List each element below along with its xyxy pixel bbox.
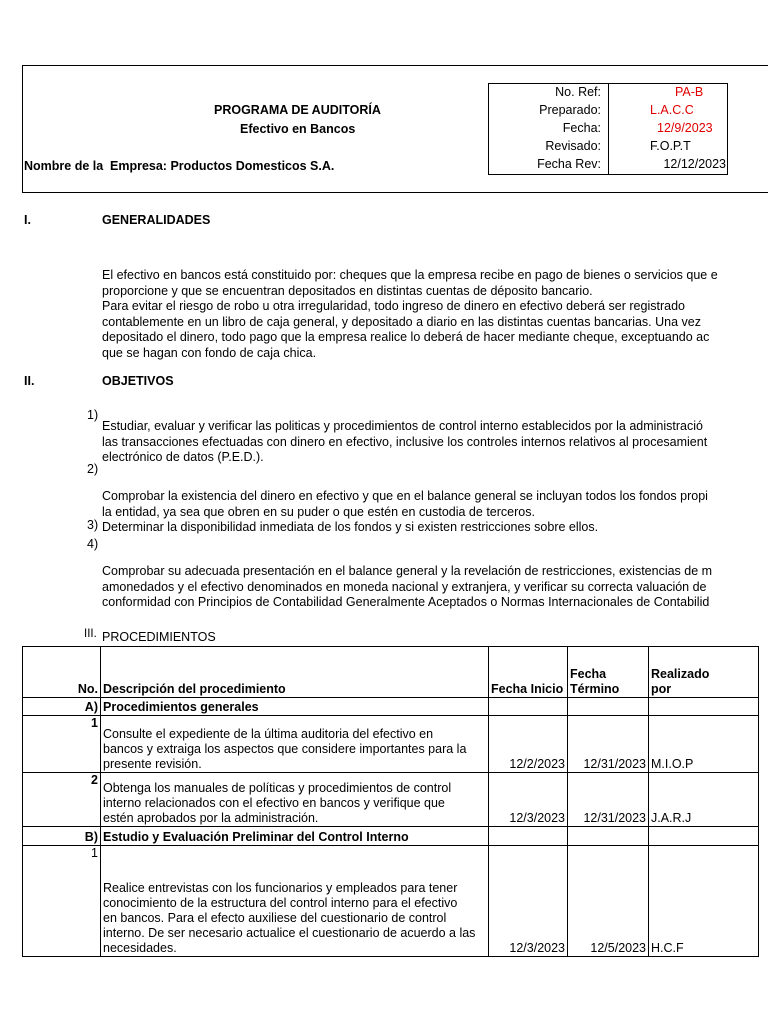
- table-header-row: [23, 647, 759, 698]
- table-row: [23, 773, 759, 827]
- ref-value: 12/12/2023: [663, 157, 726, 171]
- group-row-a: [23, 698, 759, 716]
- group-title: Procedimientos generales: [101, 698, 489, 716]
- objective-number: 3): [87, 518, 99, 532]
- ref-row-revisado: [489, 139, 727, 157]
- objective-text: Determinar la disponibilidad inmediata de los fondos y si existen restricciones sobre ellos.: [102, 520, 599, 534]
- section-2-title: OBJETIVOS: [102, 374, 174, 388]
- ref-value: L.A.C.C: [650, 103, 694, 117]
- row-performed-by: J.A.R.J: [649, 773, 759, 827]
- row-performed-by: H.C.F: [649, 846, 759, 957]
- ref-label: Fecha Rev:: [537, 157, 601, 171]
- empty-cell: [489, 698, 568, 716]
- objective-text: Estudiar, evaluar y verificar las politicas y procedimientos de control interno establecidos por la administració las transacciones efectuadas con dinero en efectivo, inclusive los controles internos relativos al procesamient electrónico de datos (P.E.D.).: [102, 419, 708, 464]
- ref-value: 12/9/2023: [657, 121, 713, 135]
- program-subtitle: Efectivo en Bancos: [240, 122, 356, 136]
- row-start-date: 12/3/2023: [489, 846, 568, 957]
- objective-number: 4): [87, 537, 99, 551]
- table-row: [23, 846, 759, 957]
- empty-cell: [568, 698, 649, 716]
- ref-row-preparado: [489, 103, 727, 121]
- row-number: 1: [23, 716, 101, 773]
- empty-cell: [649, 698, 759, 716]
- row-end-date: 12/31/2023: [568, 716, 649, 773]
- group-row-b: [23, 827, 759, 846]
- section-1-number: I.: [24, 213, 31, 227]
- ref-label: Revisado:: [545, 139, 601, 153]
- section-2-number: II.: [24, 374, 35, 388]
- empty-cell: [489, 827, 568, 846]
- group-letter: B): [23, 827, 101, 846]
- ref-value: F.O.P.T: [650, 139, 691, 153]
- col-header-description: Descripción del procedimiento: [101, 647, 489, 698]
- col-header-start-date: Fecha Inicio: [489, 647, 568, 698]
- group-title: Estudio y Evaluación Preliminar del Control Interno: [101, 827, 489, 846]
- col-header-performed-by: Realizado por: [649, 647, 759, 698]
- section-3-number: III.: [84, 628, 97, 640]
- row-number: 2: [23, 773, 101, 827]
- ref-label: Preparado:: [539, 103, 601, 117]
- ref-row-fecha: [489, 121, 727, 139]
- row-start-date: 12/3/2023: [489, 773, 568, 827]
- procedures-table: [22, 646, 759, 957]
- empty-cell: [568, 827, 649, 846]
- row-description: Consulte el expediente de la última auditoria del efectivo en bancos y extraiga los aspectos que considere importantes para la presente revisión.: [101, 716, 489, 773]
- objective-number: 2): [87, 462, 99, 476]
- objective-text: Comprobar su adecuada presentación en el balance general y la revelación de restricciones, existencias de m amonedados y el efectivo denominados en moneda nacional y extranjera, y verificar su correcta valuación de conformidad con Principios de Contabilidad Generalmente Aceptados o Normas Internacionales de Contabilid: [102, 564, 713, 609]
- group-letter: A): [23, 698, 101, 716]
- empty-cell: [649, 827, 759, 846]
- left-border: [22, 65, 23, 193]
- row-performed-by: M.I.O.P: [649, 716, 759, 773]
- ref-value: PA-B: [675, 85, 704, 99]
- ref-label: No. Ref:: [555, 85, 601, 99]
- row-end-date: 12/5/2023: [568, 846, 649, 957]
- top-border: [22, 65, 768, 66]
- reference-box: [488, 83, 728, 175]
- company-name: Empresa: Productos Domesticos S.A.: [110, 159, 335, 173]
- program-title: PROGRAMA DE AUDITORÍA: [214, 103, 381, 117]
- row-number: 1: [23, 846, 101, 957]
- section-3-title: PROCEDIMIENTOS: [102, 630, 216, 644]
- ref-row-no-ref: [489, 85, 727, 103]
- ref-label: Fecha:: [562, 121, 601, 135]
- row-start-date: 12/2/2023: [489, 716, 568, 773]
- row-description: Realice entrevistas con los funcionarios y empleados para tener conocimiento de la estructura del control interno para el efectivo en bancos. Para el efecto auxiliese del cuestionario de control interno. De ser necesario actualice el cuestionario de acuerdo a las necesidades.: [101, 846, 489, 957]
- company-label: Nombre de la: [24, 159, 104, 173]
- col-header-no: No.: [23, 647, 101, 698]
- col-header-end-date: Fecha Término: [568, 647, 649, 698]
- row-end-date: 12/31/2023: [568, 773, 649, 827]
- objective-number: 1): [87, 408, 99, 422]
- row-description: Obtenga los manuales de políticas y procedimientos de control interno relacionados con el efectivo en bancos y verifique que estén aprobados por la administración.: [101, 773, 489, 827]
- section-1-text: El efectivo en bancos está constituido por: cheques que la empresa recibe en pago de bienes o servicios que e proporcione y que se encuentran depositados en distintas cuentas de déposito bancario. Para evitar el riesgo de robo u otra irregularidad, todo ingreso de dinero en efectivo deberá ser registrado contablemente en un libro de caja general, y depositado a diario en las distintas cuentas bancarias. Una vez depositado el dinero, todo pago que la empresa realice lo deberá de hacer mediante cheque, exceptuando ac que se hagan con fondo de caja chica.: [102, 268, 718, 360]
- objective-text: Comprobar la existencia del dinero en efectivo y que en el balance general se incluyan todos los fondos propi la entidad, ya sea que obren en su puder o que estén en custodia de terceros.: [102, 489, 708, 519]
- ref-row-fecha-rev: [489, 157, 727, 175]
- section-1-title: GENERALIDADES: [102, 213, 211, 227]
- table-row: [23, 716, 759, 773]
- header-divider: [22, 192, 768, 193]
